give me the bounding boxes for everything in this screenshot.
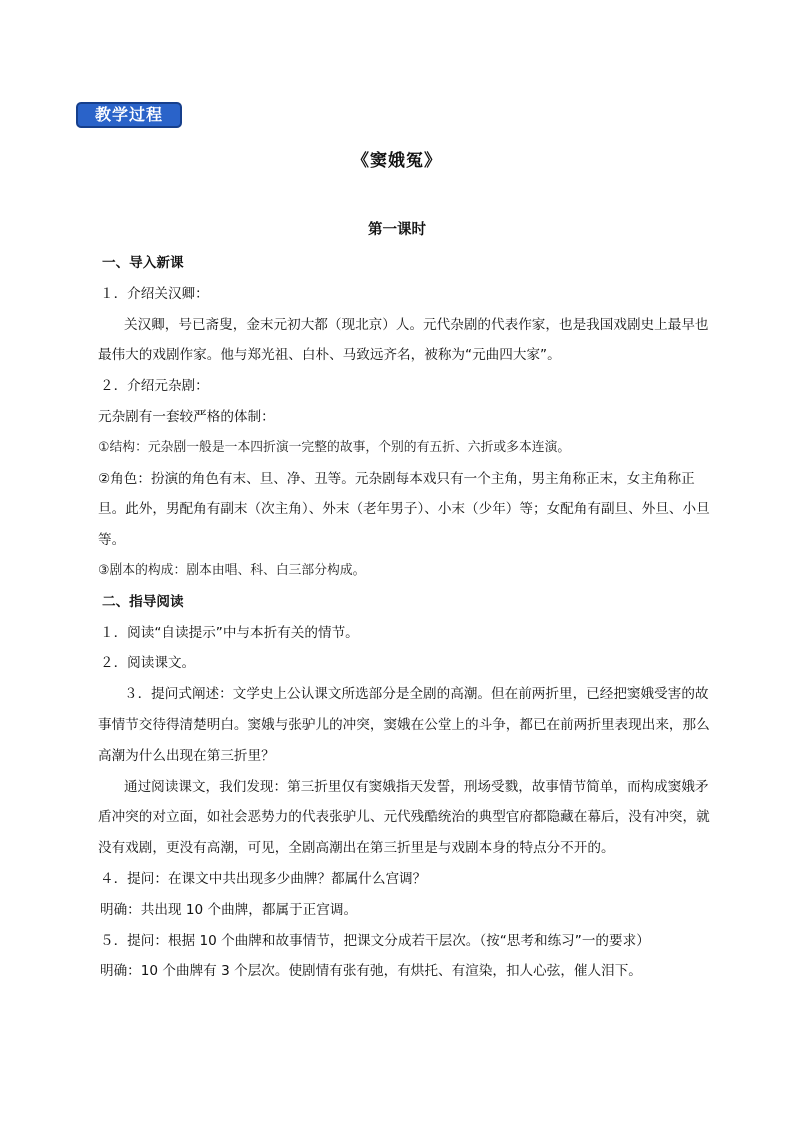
paragraph: １．阅读“自读提示”中与本折有关的情节。 [100,624,359,641]
paragraph: ③剧本的构成：剧本由唱、科、白三部分构成。 [98,562,366,578]
paragraph: ①结构：元杂剧一般是一本四折演一完整的故事，个别的有五折、六折或多本连演。 [98,439,571,455]
lesson-title: 《窦娥冤》 [352,151,442,171]
lesson-subtitle: 第一课时 [368,222,426,238]
section-heading: 二、指导阅读 [102,593,184,610]
paragraph: 明确：共出现 10 个曲牌，都属于正宫调。 [100,901,358,918]
paragraph: ３．提问式阐述：文学史上公认课文所选部分是全剧的高潮。但在前两折里，已经把窦娥受害的故事情节交待得清楚明白。窦娥与张驴儿的冲突，窦娥在公堂上的斗争，都已在前两折里表现出来，那么高潮为什么出现在第三折里？ [98,686,710,764]
paragraph: 通过阅读课文，我们发现：第三折里仅有窦娥指天发誓，刑场受戮，故事情节简单，而构成窦娥矛盾冲突的对立面，如社会恶势力的代表张驴儿、元代残酷统治的典型官府都隐藏在幕后，没有冲突，就没有戏剧，更没有高潮，可见，全剧高潮出在第三折里是与戏剧本身的特点分不开的。 [98,778,710,857]
section-heading: 一、导入新课 [102,255,184,271]
paragraph: ２．介绍元杂剧： [100,378,209,395]
paragraph: 明确：10 个曲牌有 3 个层次。使剧情有张有弛，有烘托、有渲染，扣人心弦，催人泪下。 [100,963,642,980]
paragraph: ②角色：扮演的角色有末、旦、净、丑等。元杂剧每本戏只有一个主角，男主角称正末，女主角称正旦。此外，男配角有副末（次主角）、外末（老年男子）、小末（少年）等；女配角有副旦、外旦、小旦等。 [98,470,710,549]
section-badge: 教学过程 [76,102,182,128]
lesson-content [98,248,718,987]
paragraph: ４．提问：在课文中共出现多少曲牌？都属什么宫调？ [100,870,427,887]
paragraph: ５．提问：根据 10 个曲牌和故事情节，把课文分成若干层次。（按“思考和练习”一的要求） [100,932,650,949]
paragraph: ２．阅读课文。 [100,655,196,672]
paragraph: 关汉卿，号已斋叟，金末元初大都（现北京）人。元代杂剧的代表作家，也是我国戏剧史上最早也最伟大的戏剧作家。他与郑光祖、白朴、马致远齐名，被称为“元曲四大家”。 [98,316,709,364]
paragraph: 元杂剧有一套较严格的体制： [98,408,275,425]
paragraph: １．介绍关汉卿： [100,285,209,302]
